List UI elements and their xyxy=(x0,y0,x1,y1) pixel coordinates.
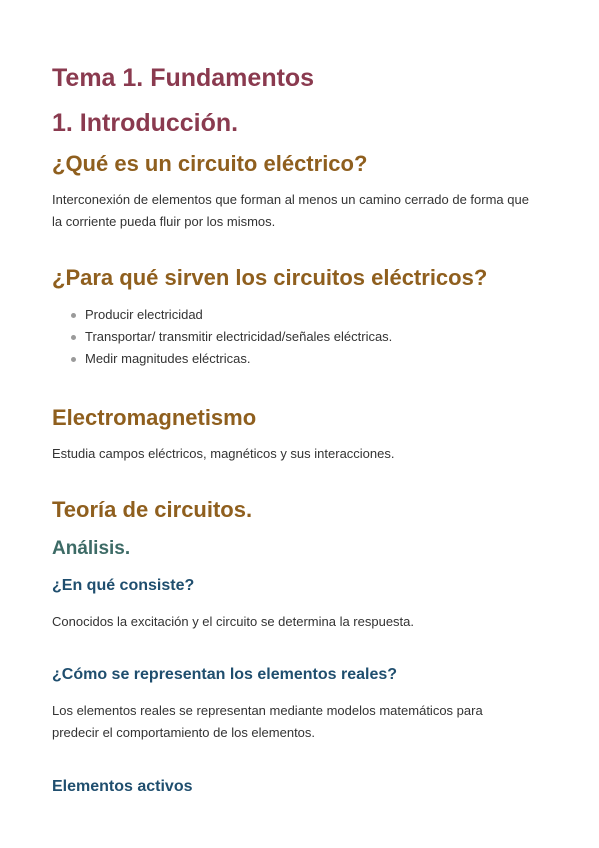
heading-teoria-circuitos: Teoría de circuitos. xyxy=(52,497,253,522)
heading-como-se-representan: ¿Cómo se representan los elementos reales? xyxy=(52,666,398,683)
usos-list xyxy=(52,304,392,370)
bullet-icon xyxy=(71,313,76,318)
bullet-icon xyxy=(71,335,76,340)
list-item xyxy=(52,326,392,348)
paragraph-en-que-consiste: Conocidos la excitación y el circuito se determina la respuesta. xyxy=(52,614,415,629)
list-item-label: Producir electricidad xyxy=(85,307,203,322)
chapter-title: Tema 1. Fundamentos xyxy=(52,64,315,92)
list-item xyxy=(52,348,392,370)
section-title-introduccion: 1. Introducción. xyxy=(52,109,239,137)
paragraph-definicion: Interconexión de elementos que forman al menos un camino cerrado de forma que la corriente pueda fluir por los mismos. xyxy=(52,192,529,229)
paragraph-electromagnetismo: Estudia campos eléctricos, magnéticos y sus interacciones. xyxy=(52,446,395,461)
list-item xyxy=(52,304,392,326)
heading-analisis: Análisis. xyxy=(52,538,131,559)
heading-en-que-consiste: ¿En qué consiste? xyxy=(52,577,195,594)
bullet-icon xyxy=(71,357,76,362)
heading-para-que-sirven: ¿Para qué sirven los circuitos eléctricos? xyxy=(52,265,488,290)
heading-elementos-activos: Elementos activos xyxy=(52,778,193,795)
list-item-label: Medir magnitudes eléctricas. xyxy=(85,351,251,366)
heading-electromagnetismo: Electromagnetismo xyxy=(52,405,257,430)
paragraph-representacion: Los elementos reales se representan mediante modelos matemáticos para predecir el comportamiento de los elementos. xyxy=(52,703,483,740)
list-item-label: Transportar/ transmitir electricidad/señales eléctricas. xyxy=(85,329,393,344)
heading-que-es-circuito: ¿Qué es un circuito eléctrico? xyxy=(52,151,368,176)
